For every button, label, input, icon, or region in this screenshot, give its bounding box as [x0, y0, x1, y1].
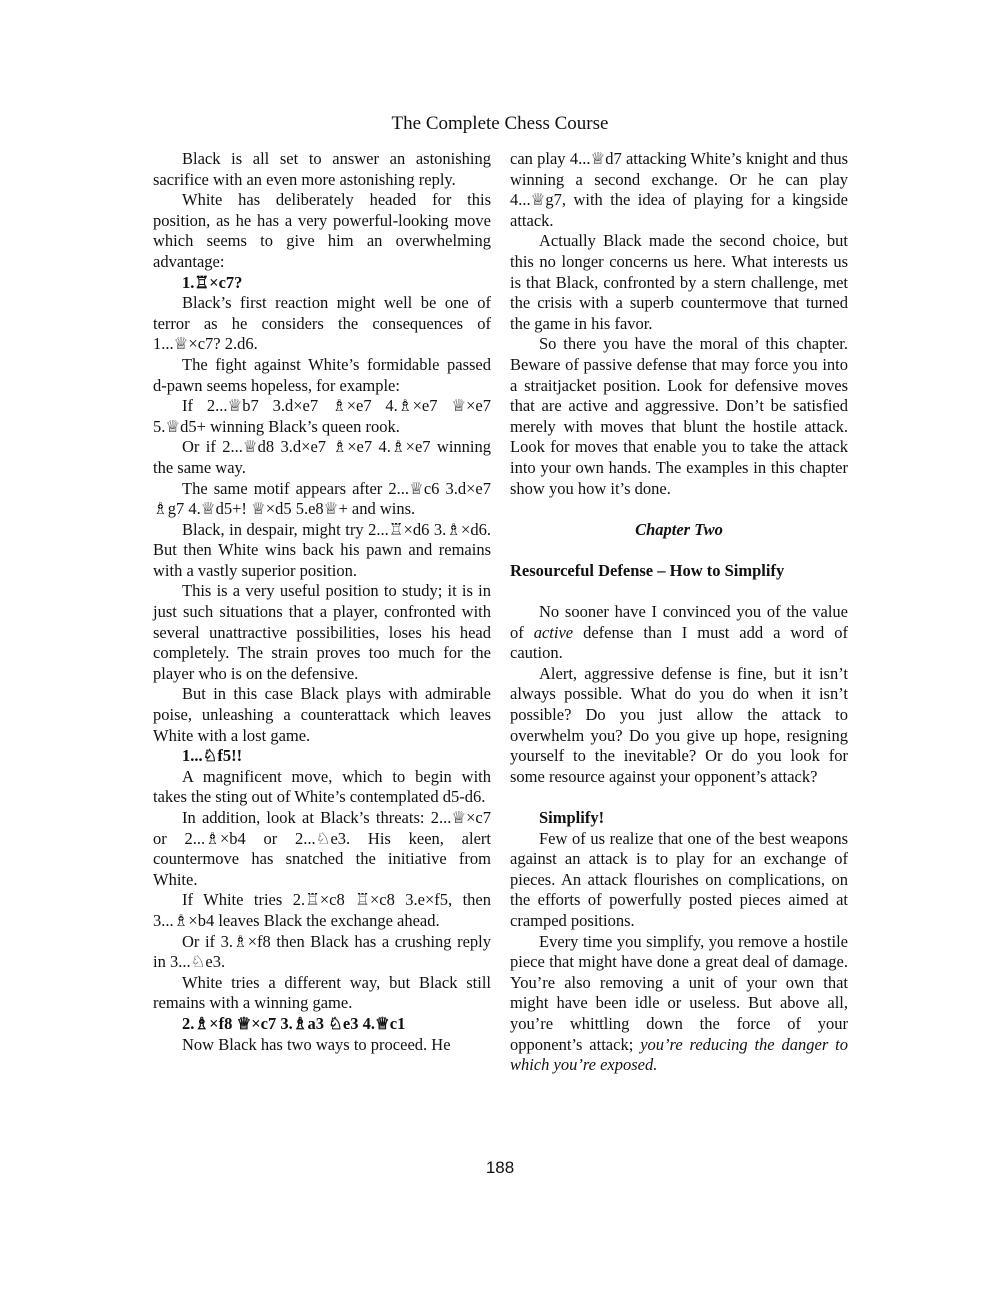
text-run: defense than I must add a word of caution.	[510, 622, 848, 663]
text-run: No sooner have I convinced you of the value of	[510, 602, 848, 642]
paragraph: Alert, aggressive defense is fine, but it isn’t always possible. What do you do when it isn’t possible? Do you just allow the attack to overwhelm you? Do you give up hope, resigning yourself to the inevitable? Or do you look for some resource against your opponent’s attack?	[510, 663, 848, 786]
paragraph: can play 4...♕d7 attacking White’s knight and thus winning a second exchange. Or he can play 4...♕g7, with the idea of playing for a kingside attack.	[510, 149, 848, 230]
paragraph: This is a very useful position to study; it is in just such situations that a player, confronted with several unattractive possibilities, loses his head completely. The strain proves too much for the player who is on the defensive.	[153, 581, 491, 683]
paragraph: The same motif appears after 2...♕c6 3.d×e7 ♗g7 4.♕d5+! ♕×d5 5.e8♕+ and wins.	[153, 478, 491, 519]
emphasis: you’re reducing the danger to which you’re exposed.	[510, 1034, 848, 1075]
paragraph: Now Black has two ways to proceed. He	[182, 1034, 451, 1054]
chapter-title: Chapter Two	[635, 519, 723, 539]
paragraph: Few of us realize that one of the best weapons against an attack is to play for an exchange of pieces. An attack flourishes on complications, on the efforts of powerfully posted pieces aimed at cramped positions.	[510, 828, 848, 930]
paragraph: White has deliberately headed for this position, as he has a very powerful-looking move which seems to give him an overwhelming advantage:	[153, 190, 491, 271]
paragraph: Black is all set to answer an astonishing sacrifice with an even more astonishing reply.	[153, 149, 491, 189]
section-heading: Resourceful Defense – How to Simplify	[510, 560, 785, 580]
paragraph: Black’s first reaction might well be one of terror as he considers the consequences of 1...♕×c7? 2.d6.	[153, 293, 491, 354]
chess-move: 2.♗×f8 ♕×c7 3.♗a3 ♘e3 4.♕c1	[182, 1013, 406, 1033]
paragraph: White tries a different way, but Black still remains with a winning game.	[153, 972, 491, 1013]
paragraph: The fight against White’s formidable passed d-pawn seems hopeless, for example:	[153, 354, 491, 395]
paragraph: Black, in despair, might try 2...♖×d6 3.♗×d6. But then White wins back his pawn and remains with a vastly superior position.	[153, 519, 491, 580]
subheading: Simplify!	[539, 808, 605, 827]
spacer	[510, 540, 848, 561]
spacer	[510, 787, 848, 808]
paragraph: But in this case Black plays with admirable poise, unleashing a counterattack which leaves White with a lost game.	[153, 684, 491, 745]
paragraph: If 2...♕b7 3.d×e7 ♗×e7 4.♗×e7 ♕×e7 5.♕d5+ winning Black’s queen rook.	[153, 396, 491, 436]
paragraph: Or if 3.♗×f8 then Black has a crushing reply in 3...♘e3.	[153, 931, 491, 972]
paragraph: If White tries 2.♖×c8 ♖×c8 3.e×f5, then 3...♗×b4 leaves Black the exchange ahead.	[153, 890, 491, 930]
page-number: 188	[485, 1158, 515, 1177]
right-column	[510, 149, 848, 1076]
spacer	[510, 581, 848, 602]
emphasis: active	[533, 622, 574, 642]
paragraph	[510, 602, 848, 664]
paragraph: Actually Black made the second choice, but this no longer concerns us here. What interests us is that Black, confronted by a stern challenge, met the crisis with a superb countermove that turned the game in his favor.	[510, 231, 848, 333]
spacer	[510, 499, 848, 520]
running-header: The Complete Chess Course	[391, 113, 609, 134]
paragraph: A magnificent move, which to begin with takes the sting out of White’s contemplated d5-d6.	[153, 766, 491, 807]
paragraph: So there you have the moral of this chapter. Beware of passive defense that may force you into a straitjacket position. Look for defensive moves that are active and aggressive. Don’t be satisfied merely with moves that blunt the hostile attack. Look for moves that enable you to take the attack into your own hands. The examples in this chapter show you how it’s done.	[510, 334, 848, 498]
text-run: Every time you simplify, you remove a hostile piece that might have done a great deal of damage. You’re also removing a unit of your own that might have been idle or useless. But above all, you’re whittling down the force of your opponent’s attack;	[510, 931, 848, 1054]
chess-move: 1...♘f5!!	[182, 746, 243, 766]
left-column	[153, 149, 491, 1055]
paragraph: Or if 2...♕d8 3.d×e7 ♗×e7 4.♗×e7 winning the same way.	[153, 437, 491, 477]
chess-move: 1.♖×c7?	[182, 272, 243, 292]
paragraph	[510, 932, 848, 1076]
paragraph: In addition, look at Black’s threats: 2...♕×c7 or 2...♗×b4 or 2...♘e3. His keen, alert countermove has snatched the initiative from White.	[153, 808, 491, 889]
